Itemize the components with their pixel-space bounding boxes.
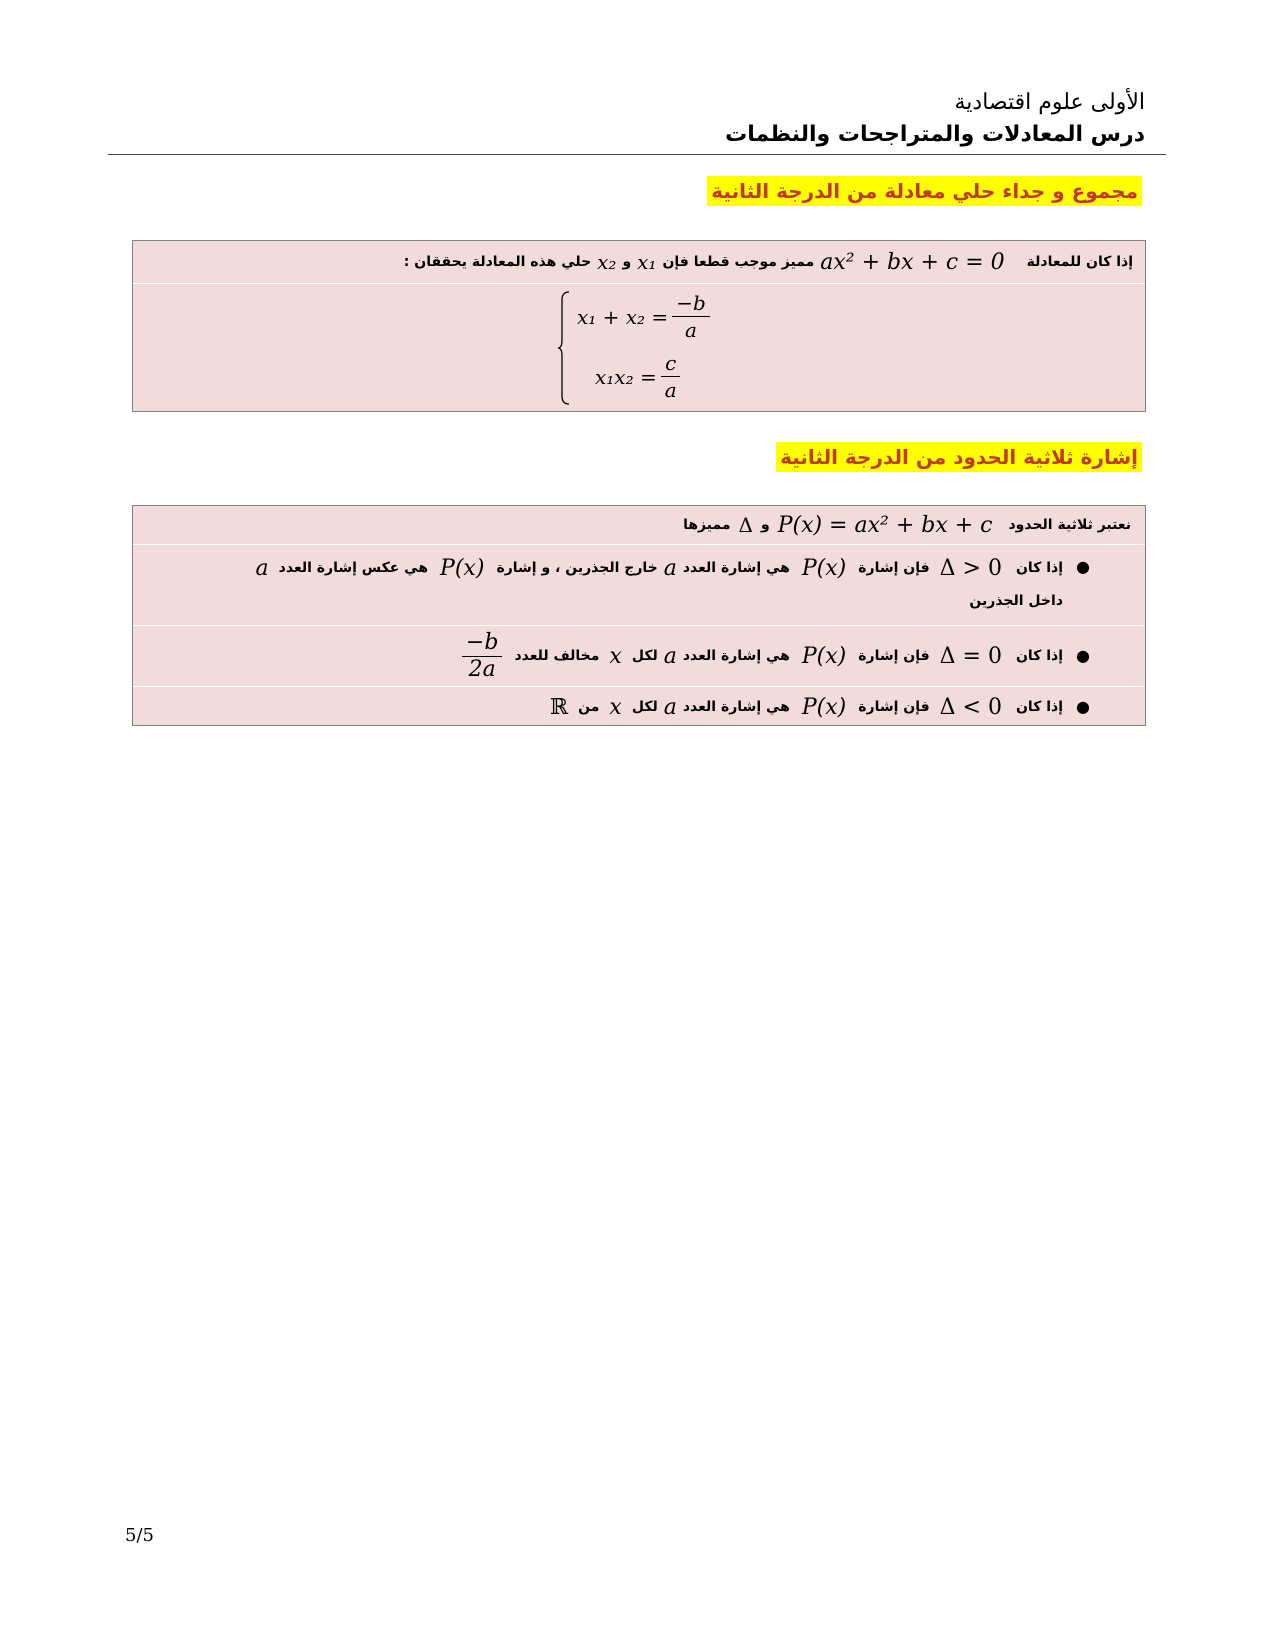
b2-condition: Δ = 0 xyxy=(939,643,1002,669)
b1-inside: داخل الجذرين xyxy=(969,593,1063,609)
b1-px-2: P(x) xyxy=(440,555,485,581)
product-equation: x₁x₂ = $\frac{c}{a}$ xyxy=(595,350,681,403)
sum-numerator: −b xyxy=(672,290,710,317)
section1-title: مجموع و جداء حلي معادلة من الدرجة الثانية xyxy=(707,176,1142,206)
page-number: 5/5 xyxy=(125,1525,154,1546)
section2-intro-row xyxy=(133,506,1145,545)
b3-is: هي إشارة العدد xyxy=(682,699,790,715)
b2-each: لكل xyxy=(631,648,658,664)
b1-opposite: هي عكس إشارة العدد xyxy=(278,560,429,576)
b2-is: هي إشارة العدد xyxy=(682,648,790,664)
section1-intro-row xyxy=(133,241,1145,284)
polynomial-expression: P(x) = ax² + bx + c xyxy=(777,512,993,538)
x1-symbol: x₁ xyxy=(637,250,657,274)
b1-a-2: a xyxy=(255,555,269,581)
product-denominator: a xyxy=(664,378,677,402)
reals-symbol: ℝ xyxy=(549,694,569,720)
bullet-icon: ● xyxy=(1076,557,1090,576)
system-brace xyxy=(557,290,571,406)
b2-different: مخالف للعدد xyxy=(514,648,600,664)
b2-a: a xyxy=(663,643,677,669)
b3-sign: فإن إشارة xyxy=(858,699,930,715)
section2-box xyxy=(132,505,1146,726)
b1-outside: خارج الجذرين ، و إشارة xyxy=(496,560,658,576)
b3-if: إذا كان xyxy=(1015,699,1063,715)
b3-px: P(x) xyxy=(801,694,847,720)
b3-each: لكل xyxy=(631,699,658,715)
text-if: إذا كان للمعادلة xyxy=(1026,254,1133,270)
b1-is: هي إشارة العدد xyxy=(682,560,790,576)
sum-denominator: a xyxy=(685,318,697,342)
intro-and: و xyxy=(760,517,770,533)
x2-symbol: x₂ xyxy=(597,250,617,274)
b2-px: P(x) xyxy=(801,643,847,669)
section1-box xyxy=(132,240,1146,412)
b2-x: x xyxy=(609,643,622,669)
b3-from: من xyxy=(578,699,600,715)
b2-sign: فإن إشارة xyxy=(858,648,930,664)
delta-symbol: Δ xyxy=(738,513,753,537)
b1-a: a xyxy=(663,555,677,581)
header-lesson-title: درس المعادلات والمتراجحات والنظمات xyxy=(725,122,1145,147)
b1-px: P(x) xyxy=(801,555,847,581)
text-satisfy: حلي هذه المعادلة يحققان : xyxy=(403,254,592,270)
b1-if: إذا كان xyxy=(1015,560,1063,576)
section2-title: إشارة ثلاثية الحدود من الدرجة الثانية xyxy=(776,442,1142,472)
sum-equation: x₁ + x₂ = $\frac{-b}{a}$ xyxy=(577,290,710,343)
b1-sign: فإن إشارة xyxy=(858,560,930,576)
equation: ax² + bx + c = 0 xyxy=(820,249,1005,275)
header-divider xyxy=(108,154,1166,155)
b3-condition: Δ < 0 xyxy=(939,694,1002,720)
b2-if: إذا كان xyxy=(1015,648,1063,664)
header-subject: الأولى علوم اقتصادية xyxy=(954,90,1145,115)
text-discriminant: مميز موجب قطعا فإن xyxy=(662,254,815,270)
intro-discriminant: مميزها xyxy=(683,517,731,533)
product-numerator: c xyxy=(661,350,680,377)
b3-x: x xyxy=(609,694,622,720)
text-and: و xyxy=(622,254,632,270)
b2-fraction: $\frac{-b}{2a}$ xyxy=(462,630,503,683)
intro-text: نعتبر ثلاثية الحدود xyxy=(1008,517,1131,533)
bullet-item-positive xyxy=(133,545,1145,626)
bullet-icon: ● xyxy=(1076,697,1090,716)
bullet-item-negative xyxy=(133,687,1145,727)
b1-condition: Δ > 0 xyxy=(939,555,1002,581)
system-row xyxy=(133,284,1145,412)
b3-a: a xyxy=(663,694,677,720)
bullet-item-zero xyxy=(133,626,1145,687)
bullet-icon: ● xyxy=(1076,646,1090,665)
